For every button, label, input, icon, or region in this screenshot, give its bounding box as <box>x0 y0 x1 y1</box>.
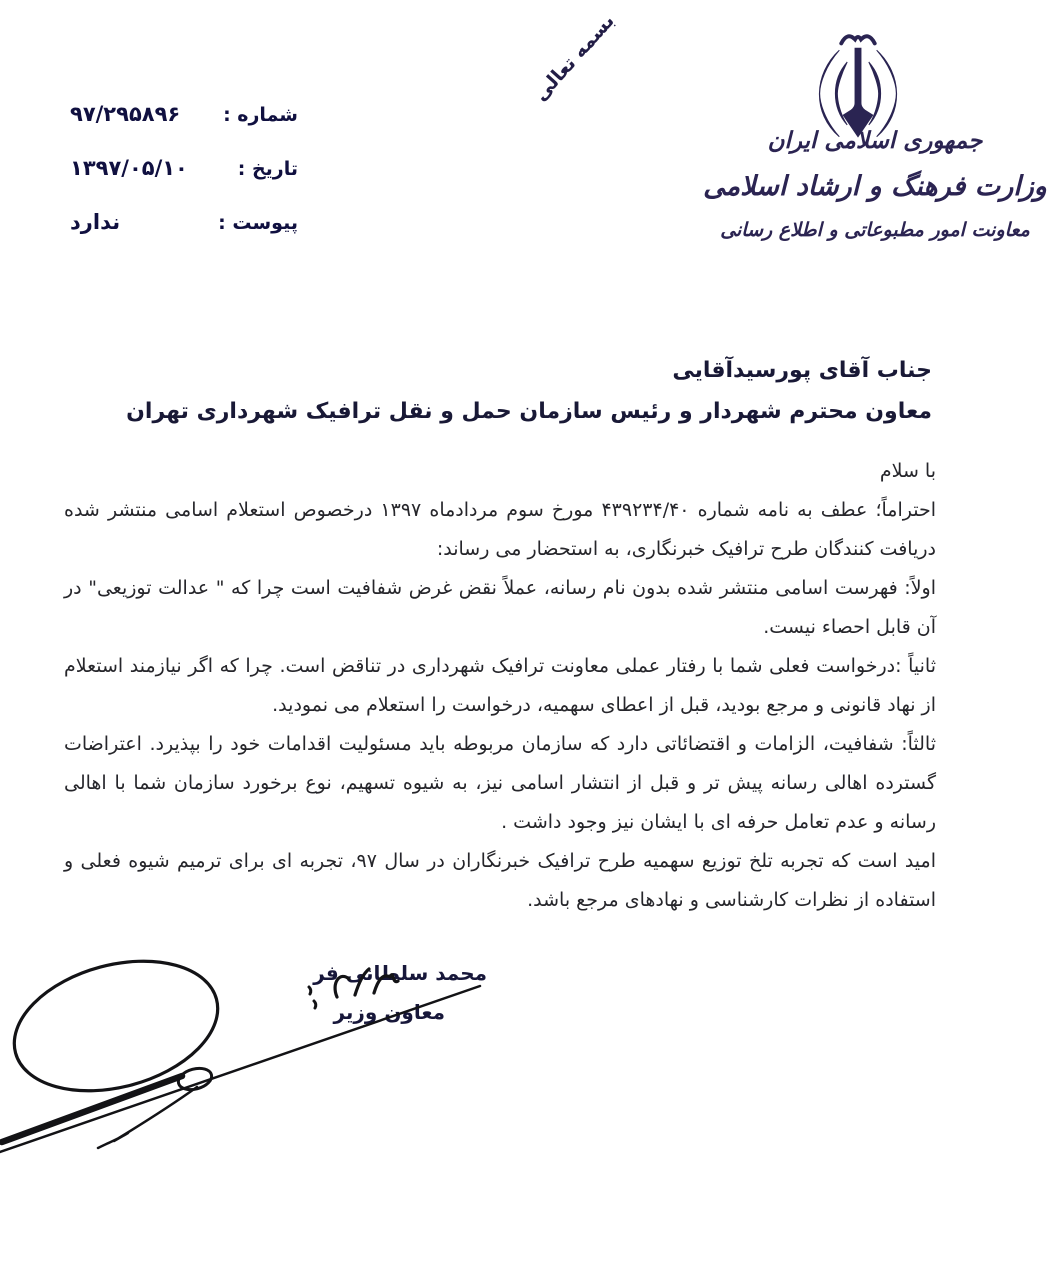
paragraph-intro: احتراماً؛ عطف به نامه شماره ۴۳۹۲۳۴/۴۰ مورخ سوم مردادماه ۱۳۹۷ درخصوص استعلام اسامی منتشر شده دریافت کنندگان طرح ترافیک خبرنگاری، به استحضار می رساند: <box>64 499 937 560</box>
paragraph-second: ثانیاً :درخواست فعلی شما با رفتار عملی معاونت ترافیک شهرداری در تناقض است. چرا که اگر نیازمند استعلام از نهاد قانونی و مرجع بودید، قبل از اعطای سهمیه، درخواست را استعلام می نمودید. <box>64 655 936 716</box>
letterhead-ministry: وزارت فرهنگ و ارشاد اسلامی <box>703 171 1047 202</box>
paragraph-closing: امید است که تجربه تلخ توزیع سهمیه طرح ترافیک خبرنگاران در سال ۹۷، تجربه ای برای ترمیم شیوه فعلی و استفاده از نظرات کارشناسی و نهادهای مرجع باشد. <box>64 850 936 911</box>
salutation: با سلام <box>879 460 936 482</box>
letter-meta <box>70 100 298 262</box>
date-value: ۱۳۹۷/۰۵/۱۰ <box>70 156 188 180</box>
number-label: شماره : <box>223 104 298 126</box>
letter-body <box>64 452 936 920</box>
recipient-block <box>126 350 932 432</box>
letterhead-department: معاونت امور مطبوعاتی و اطلاع رسانی <box>720 219 1030 241</box>
paragraph-first: اولاً: فهرست اسامی منتشر شده بدون نام رسانه، عملاً نقض غرض شفافیت است چرا که " عدالت توزیعی" در آن قابل احصاء نیست. <box>64 577 936 638</box>
handwritten-signature <box>0 935 500 1185</box>
attachment-value: ندارد <box>70 210 121 234</box>
date-label: تاریخ : <box>237 158 298 180</box>
bismillah-calligraphy <box>432 9 620 128</box>
meta-row-date <box>70 154 298 183</box>
recipient-title: معاون محترم شهردار و رئیس سازمان حمل و نقل ترافیک شهرداری تهران <box>126 399 932 424</box>
number-value: ۹۷/۲۹۵۸۹۶ <box>70 102 181 126</box>
recipient-name: جناب آقای پورسیدآقایی <box>672 358 932 383</box>
meta-row-attachment <box>70 208 298 237</box>
signer-title: معاون وزیر <box>333 1000 445 1024</box>
attachment-label: پیوست : <box>218 212 298 234</box>
signer-name: محمد سلطانی فر <box>313 961 487 985</box>
bismillah-text: بسمه تعالی <box>529 9 620 106</box>
letterhead <box>690 128 1058 241</box>
paragraph-third: ثالثاً: شفافیت، الزامات و اقتضائاتی دارد که سازمان مربوطه باید مسئولیت اقدامات خود را بپذیرد. اعتراضات گسترده اهالی رسانه پیش تر و قبل از انتشار اسامی نیز، به شیوه تسهیم، نوع برخورد سازمان شما با اهالی رسانه و عدم تعامل حرفه ای با ایشان نیز وجود داشت . <box>64 733 936 833</box>
meta-row-number <box>70 100 298 129</box>
letterhead-country: جمهوری اسلامی ایران <box>767 128 983 154</box>
